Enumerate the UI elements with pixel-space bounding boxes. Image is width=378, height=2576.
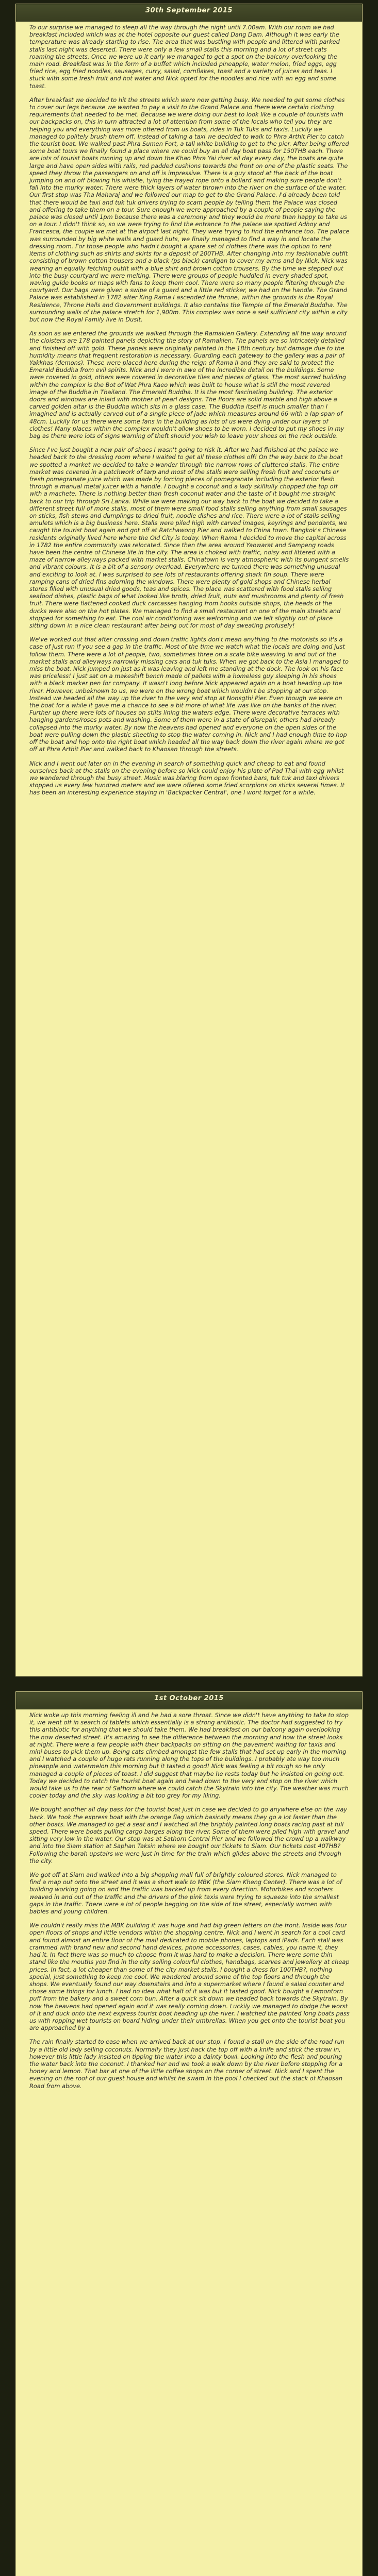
paragraph: To our surprise we managed to sleep all the way through the night until 7.00am. With our room we had breakfast included which was at the hotel opposite our guest called Dang Dam. Although it was early the temperature was already starting to rise. The area that was bustling with people and littered with parked stalls last night was deserted. There were only a few small stalls this morning and a lot of street cats roaming the streets. Once we were up it early we managed to get a spot on the balcony overlooking the main road. Breakfast was in the form of a buffet which included pineapple, water melon, fried eggs, egg fried rice, egg fried noodles, sausages, curry, salad, cornflakes, toast and a variety of juices and teas. I stuck with some fresh fruit and hot water and Nick opted for the noodles and rice with an egg and some toast. <box>29 24 340 90</box>
paragraph: Nick and I went out later on in the evening in search of something quick and cheap to eat and found ourselves back at the stalls on the evening before so Nick could enjoy his plate of Pad Thai with egg whilst we wandered through the busy street. Music was blaring from open fronted bars, tuk tuk and taxi drivers stopped us every few hundred meters and we were offered some fried scorpions on sticks several times. It has been an interesting experience staying in 'Backpacker Central', one I wont forget for a while. <box>29 759 344 796</box>
paragraph: The rain finally started to ease when we arrived back at our stop. I found a stall on the side of the road run by a little old lady selling coconuts. Normally they just hack the top off with a knife and stick the straw in, however this little lady insisted on tipping the water into a dainty bowl. Looking into the flesh and pouring the water back into the coconut. I thanked her and we took a walk down by the river before stopping for a honey and lemon. That bar at one of the little coffee shops on the corner of street. Nick and I spent the evening on the roof of our guest house and whilst he swam in the pool I checked out the stack of Khaosan Road from above. <box>29 2038 345 2090</box>
paragraph: We couldn't really miss the MBK building it was huge and had big green letters on the front. Inside was four open floors of shops and little vendors within the shopping centre. Nick and I went in search for a cool card and found almost an entire floor of the mall dedicated to mobile phones, laptops and iPads. Each stall was crammed with brand new and second hand devices, phone accessories, cases, cables, you name it, they had it. In fact there was so much to choose from it was hard to make a decision. There were some thin stand like the mouths you find in the city selling colourful clothes, handbags, scarves and jewellery at cheap prices. In fact, a lot cheaper than some of the city market stalls. I bought a dress for 100THB?, nothing special, just something to keep me cool. We wandered around some of the top floors and through the shops. We eventually found our way downstairs and into a supermarket where I found a salad counter and chose some things for lunch. I had no idea what half of it was but it tasted good. Nick bought a Lemontorn puff from the bakery and a sweet corn bun. After a quick sit down we headed back towards the Skytrain. By now the heavens had opened again and it was really coming down. Luckily we managed to dodge the worst of it and duck onto the next express tourist boat heading up the river. I watched the painted long boats pass us with ropping wet tourists on board hiding under their umbrellas. When you get onto the tourist boat you are approached by a <box>29 1922 350 2032</box>
entry-body <box>16 22 362 808</box>
paragraph: We've worked out that after crossing and down traffic lights don't mean anything to the motorists so it's a case of just run if you see a gap in the traffic. Most of the time we watch what the locals are doing and just follow them. There were a lot of people, two, sometimes three on a scale bike weaving in and out of the market stalls and alleyways narrowly missing cars and tuk tuks. When we got back to the Asia I managed to miss the boat. Nick jumped on just as it was leaving and left me standing at the dock. The look on his face was priceless! I just sat on a makeshift bench made of pallets with a homeless guy sleeping in his shoes with a black marker pen for company. It wasn't long before Nick appeared again on a boat heading up the river. However, unbeknown to us, we were on the wrong boat which wouldn't be stopping at our stop. Instead we headed all the way up the river to the very end stop at Nonsgthi Pier. Even though we were on the boat for a while it gave me a chance to see a bit more of what life was like on the banks of the river. Further up there were lots of houses on stilts lining the waters edge. There were decorative terraces with hanging gardens/roses pots and washing. Some of them were in a state of disrepair, others had already collapsed into the murky water. By now the heavens had opened and everyone on the open sides of the boat were pulling down the plastic sheeting to stop the water coming in. Nick and I had enough time to hop off the boat and hop onto the right boat which headed all the way back down the river again where we got off at Phra Arthit Pier and walked back to Khaosan through the streets. <box>29 636 349 753</box>
paragraph: We bought another all day pass for the tourist boat just in case we decided to go anywhere else on the way back. We took the express boat with the orange flag which basically means they go a lot faster than the other boats. We managed to get a seat and I watched all the brightly painted long boats racing past at full speed. There were boats pulling cargo barges along the river. Some of them were piled high with gravel and sitting very low in the water. Our stop was at Sathorn Central Pier and we followed the crowd up a walkway and into the Siam station at Saphan Taksin where we bought our tickets to Siam. Our tickets cost 40THB? Following the barah upstairs we were just in time for the train which glides above the streets and through the city. <box>29 1806 349 1865</box>
entry-body <box>16 1709 362 2102</box>
paragraph: We got off at Siam and walked into a big shopping mall full of brightly coloured stores. Nick managed to find a map out onto the street and it was a short walk to MBK (the Siam Kheng Center). There was a lot of building working going on and the traffic was backed up from every direction. Motorbikes and scooters weaved in and out of the traffic and the drivers of the pink taxis were trying to squeeze into the smallest gaps in the traffic. There were a lot of people begging on the side of the street, especially women with babies and young children. <box>29 1871 342 1916</box>
paragraph: As soon as we entered the grounds we walked through the Ramakien Gallery. Extending all the way around the cloisters are 178 painted panels depicting the story of Ramakien. The panels are so intricately detailed and finished off with gold. These panels were originally painted in the 18th century but damage due to the humidity means that frequent restoration is necessary. Guarding each gateway to the gallery was a pair of Yakkhas (demons). These were placed here during the reign of Rama II and they are said to protect the Emerald Buddha from evil spirits. Nick and I were in awe of the incredible detail on the buildings. Some were covered in gold, others were covered in decorative tiles and pieces of glass. The most sacred building within the complex is the Bot of Wat Phra Kaeo which was built to house what is still the most revered image of the Buddha in Thailand. The Emerald Buddha. It is the most fascinating building. The exterior doors and windows are inlaid with mother of pearl designs. The floors are solid marble and high above a carved golden altar is the Buddha which sits in a glass case. The Buddha itself is much smaller than I imagined and is actually carved out of a single piece of jade which measures around 66 with a lap span of 48cm. Luckily for us there were some fans in the building as lots of us were dying under our layers of clothes! Many places within the complex wouldn't allow shoes to be worn. I decided to put my shoes in my bag as there were lots of signs warning of theft should you wish to leave your shoes on the rack outside. <box>29 330 347 439</box>
journal-entry-1 <box>16 4 362 1676</box>
entry-date-header: 1st October 2015 <box>16 1692 362 1709</box>
paragraph: Since I've just bought a new pair of shoes I wasn't going to risk it. After we had finished at the palace we headed back to the dressing room where I waited to get all these clothes off! On the way back to the boat we spotted a market we decided to take a wander through the narrow rows of cluttered stalls. The entire market was covered in a patchwork of tarp and most of the stalls were selling fresh fruit and coconuts or fresh pomegranate juice which was made by forcing pieces of pomegranate including the exterior flesh through a manual metal juicer with a handle. I bought a coconut and a lady skillfully chopped the top off with a machete. There is nothing better than fresh coconut water and the taste of it bought me straight back to our trip through Sri Lanka. While we were making our way back to the boat we decided to take a different street full of more stalls, most of them were small food stalls selling anything from small sausages on sticks, fish stews and dumplings to dried fruit, noodle dishes and rice. There were a lot of stalls selling amulets which is a big business here. Stalls were piled high with carved images, keyrings and pendants, we caught the tourist boat again and got off at Ratchawong Pier and walked to China town. Bangkok's Chinese residents originally lived here where the Old City is today. When Rama I decided to move the capital across in 1782 the entire community was relocated. Since then the area around Yaowarat and Sampeng roads have been the centre of Chinese life in the city. The area is choked with traffic, noisy and littered with a maze of narrow alleyways packed with market stalls. Chinatown is very atmospheric with its pungent smells and vibrant colours. It is a bit of a sensory overload. Everywhere we turned there was something unusual and exciting to look at. I was surprised to see lots of restaurants offering shark fin soup. There were ramping cans of dried fins adorning the windows. There were plenty of gold shops and Chinese herbal stores filled with unusual dried goods, teas and spices. The place was scattered with food stalls selling seafood dishes, plastic bags of what looked like broth, dried fruit, nuts and mushrooms and plenty of fresh fruit. There were flattened cooked duck carcasses hanging from hooks outside shops, the heads of the ducks were also on the hot plates. We managed to find a small restaurant on one of the main streets and stopped for something to eat. The cool air conditioning was welcoming and we felt slightly out of place sitting down in a nice clean restaurant after being out for most of day sweating profusely! <box>29 446 349 630</box>
entry-date-header: 30th September 2015 <box>16 4 362 22</box>
paragraph: Nick woke up this morning feeling ill and he had a sore throat. Since we didn't have anything to take to stop it, we went off in search of tablets which essentially is a strong antibiotic. The doctor had suggested to try this antibiotic for anything that we should take them. We had breakfast on our balcony again overlooking the now deserted street. It's amazing to see the difference between the morning and how the street looks at night. There were a few people with their backpacks on sitting on the pavement waiting for taxis and mini buses to pick them up. Being cats climbed amongst the few stalls that had set up early in the morning and I watched a couple of huge rats running along the tops of the buildings. I probably ate way too much pineapple and watermelon this morning but it tasted o good! Nick was feeling a bit rough so he only managed a couple of pieces of toast. I did suggest that maybe he rests today but he insisted on going out. Today we decided to catch the tourist boat again and head down to the very end stop on the river which would take us to the rear of Sathorn where we could catch the Skytrain into the city. The weather was much cooler today and the sky was looking a bit too grey for my liking. <box>29 1711 349 1800</box>
journal-entry-2 <box>16 1692 362 2576</box>
paragraph: After breakfast we decided to hit the streets which were now getting busy. We needed to get some clothes to cover our legs because we wanted to pay a visit to the Grand Palace and there were certain clothing requirements that needed to be met. Because we were doing our best to look like a couple of tourists with our backpacks on, this in turn attracted a lot of attention from some of the locals who tell you they are helping you and everything was more offered from us boats, rides in Tuk Tuks and taxis. Luckily we managed to politely brush them off. Instead of taking a taxi we decided to walk to Phra Arthit Pier to catch the tourist boat. We walked past Phra Sumen Fort, a tall white building to get to the pier. After being offered some boat tours we finally found a place where we could buy an all day boat pass for 150THB each. There are lots of tourist boats running up and down the Khao Phra Yai river all day every day, the boats are quite large and have open sides with rails, red padded cushions towards the front on one of the plastic seats. The speed they throw the passengers on and off is impressive. There is a guy stood at the back of the boat jumping on and off blowing his whistle, tying the frayed rope onto a bollard and making sure people don't fall into the murky water. There were thick layers of water thrown into the river on the surface of the water. Our first stop was Tha Maharaj and we followed our map to get to the Grand Palace. I'd already been told that there would be taxi and tuk tuk drivers trying to scam people by telling them the Palace was closed and offering to take them on a tour. Sure enough we were approached by a couple of people saying the palace was closed until 1pm because there was a ceremony and they would be more than happy to take us on a tour. I didn't think so, so we were trying to find the entrance to the palace we spotted Adhoy and Francesca, the couple we met at the airport last night. They were trying to find the entrance too. The palace was surrounded by big white walls and guard huts, we finally managed to find a way in and locate the dressing room. For those people who hadn't bought a spare set of clothes there was the option to rent items of clothing such as shirts and skirts for a deposit of 200THB. After changing into my fashionable outfit consisting of brown cotton trousers and a black (ps black) cardigan to cover my arms and by Nick, Nick was wearing an equally fetching outfit with a blue shirt and brown cotton trousers. By the time we stepped out into the busy courtyard we were melting. There were groups of people huddled in every shaded spot, waving guide books or maps with fans to keep them cool. There were so many people filtering through the courtyard. Our bags were given a swipe of a guard and a little red sticker, we had on the handle. The Grand Palace was established in 1782 after King Rama I ascended the throne, within the grounds is the Royal Residence, Throne Halls and Government buildings. It also contains the Temple of the Emerald Buddha. The surrounding walls of the palace stretch for 1,900m. This complex was once a self sufficient city within a city but now the Royal Family live in Dusit. <box>29 96 350 323</box>
